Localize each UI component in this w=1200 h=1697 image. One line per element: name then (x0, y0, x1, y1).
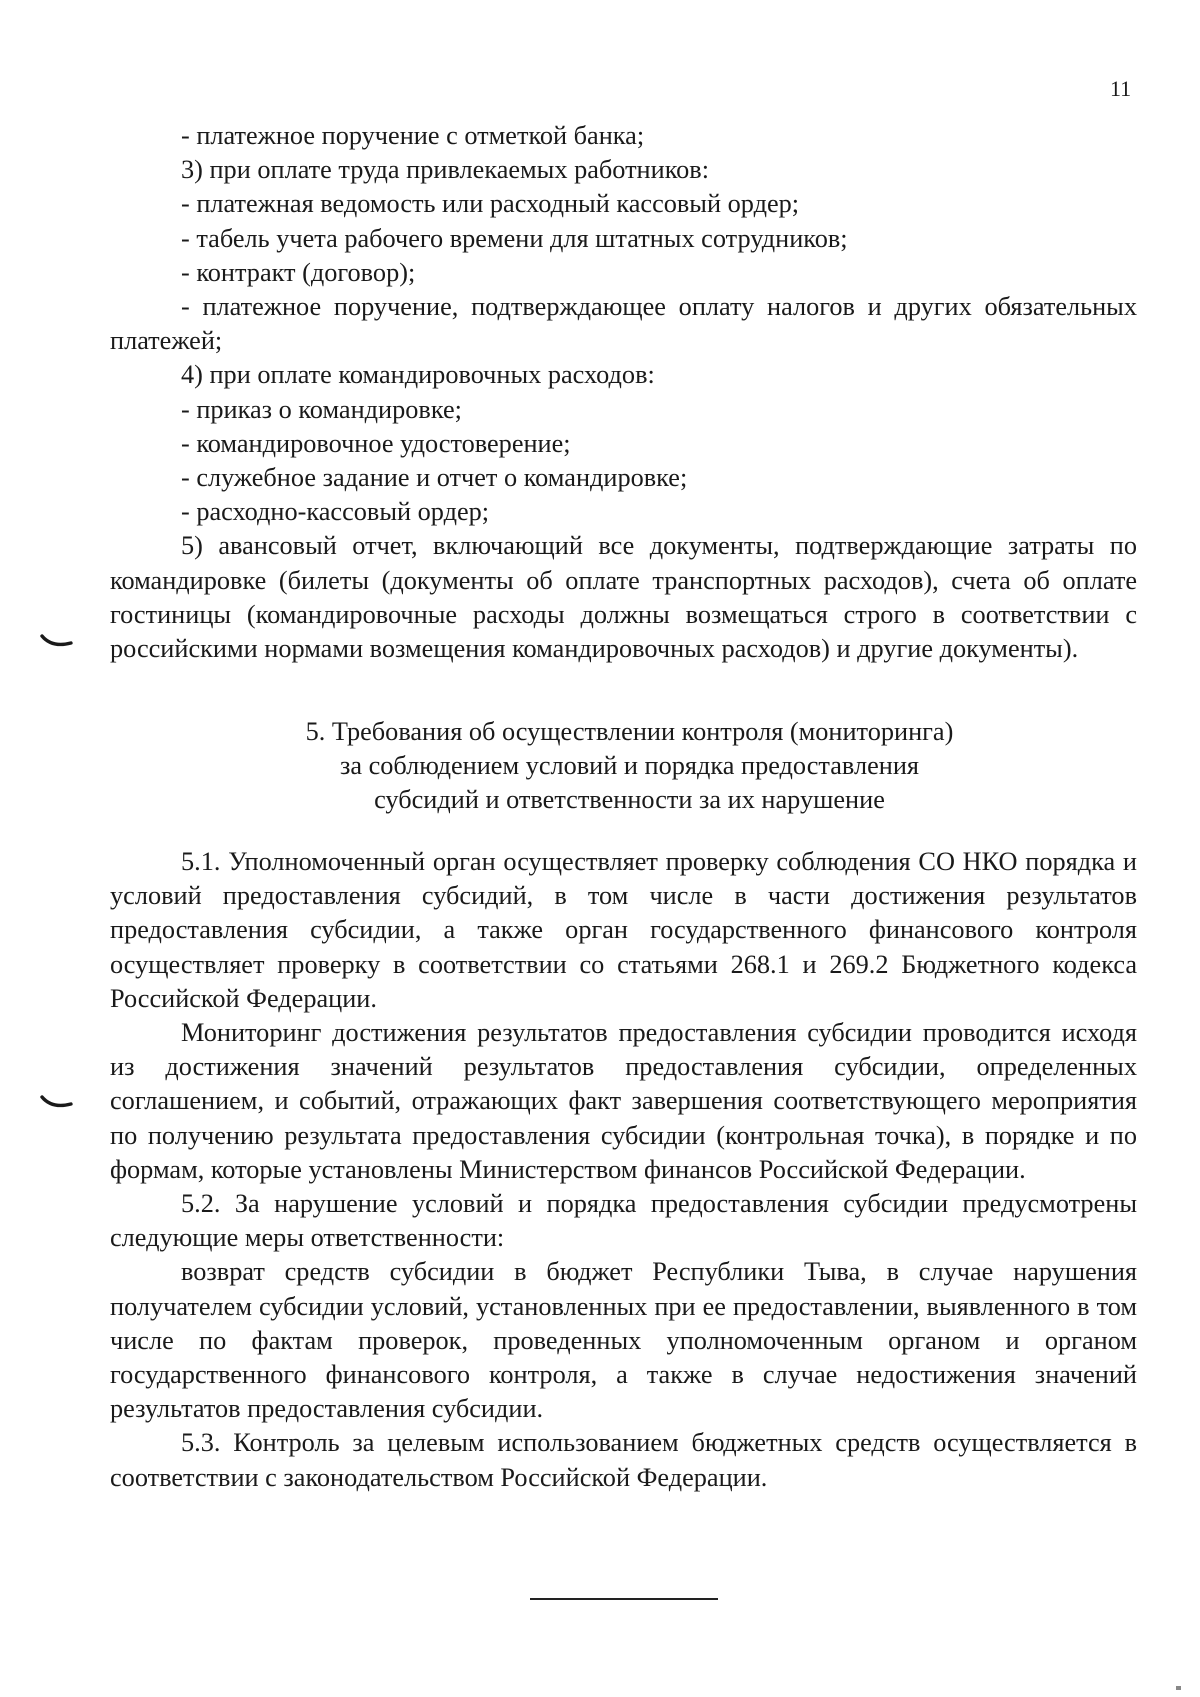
closing-rule (530, 1598, 718, 1600)
heading-line: субсидий и ответственности за их нарушение (374, 785, 885, 814)
paragraph: возврат средств субсидии в бюджет Республики Тыва, в случае нарушения получателем субсидии условий, установленных при ее предоставлении, выявленного в том числе по фактам проверок, проведенных уполномоченным органом и органом государственного финансового контроля, а также в случае недостижения значений результатов предоставления субсидии. (110, 1257, 1137, 1424)
list-item: - платежное поручение, подтверждающее оплату налогов и других обязательных платежей; (110, 292, 1137, 356)
list-item: - командировочное удостоверение; (181, 428, 571, 458)
paragraph: 5.1. Уполномоченный орган осуществляет проверку соблюдения СО НКО порядка и условий предоставления субсидий, в том числе в части достижения результатов предоставления субсидии, а также орган государственного финансового контроля осуществляет проверку в соответствии со статьями 268.1 и 269.2 Бюджетного кодекса Российской Федерации. (110, 847, 1137, 1013)
heading-line: 5. Требования об осуществлении контроля (мониторинга) (305, 717, 954, 746)
list-item: - платежное поручение с отметкой банка; (181, 121, 645, 150)
list-item: - табель учета рабочего времени для штатных сотрудников; (181, 223, 848, 253)
section-body (110, 845, 1137, 1495)
paragraph: 5.3. Контроль за целевым использованием бюджетных средств осуществляется в соответствии с законодательством Российской Федерации. (110, 1428, 1137, 1492)
list-item: - контракт (договор); (181, 257, 416, 287)
list-item: 5) авансовый отчет, включающий все документы, подтверждающие затраты по командировке (билеты (документы об оплате транспортных расходов), счета об оплате гостиницы (командировочные расходы должны возмещаться строго в соответствии с российскими нормами возмещения командировочных расходов) и другие документы). (110, 531, 1137, 664)
page-number: 11 (1110, 76, 1132, 101)
margin-tick-mark (40, 632, 74, 652)
list-item: - платежная ведомость или расходный кассовый ордер; (181, 189, 800, 219)
heading-line: за соблюдением условий и порядка предоставления (339, 751, 920, 780)
section-heading (110, 715, 1137, 817)
list-item: - расходно-кассовый ордер; (181, 497, 490, 527)
list-item: - служебное задание и отчет о командировке; (181, 463, 688, 493)
document-list (110, 119, 1137, 666)
list-item: 3) при оплате труда привлекаемых работников: (181, 155, 710, 185)
paragraph: 5.2. За нарушение условий и порядка предоставления субсидии предусмотрены следующие меры ответственности: (110, 1189, 1137, 1253)
paragraph: Мониторинг достижения результатов предоставления субсидии проводится исходя из достижения значений результатов предоставления субсидии, определенных соглашением, и событий, отражающих факт завершения соответствующего мероприятия по получению результата предоставления субсидии (контрольная точка), в порядке и по формам, которые установлены Министерством финансов Российской Федерации. (110, 1018, 1137, 1184)
scan-speck (1176, 1686, 1181, 1690)
margin-tick-mark (40, 1093, 74, 1113)
list-item: - приказ о командировке; (181, 394, 462, 424)
list-item: 4) при оплате командировочных расходов: (181, 360, 655, 390)
